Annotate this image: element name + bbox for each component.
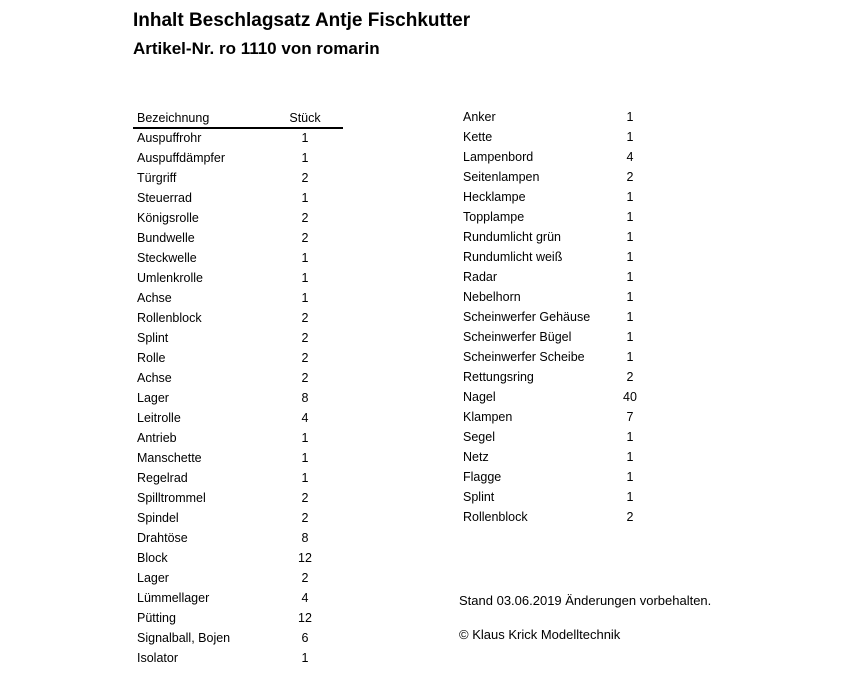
table-row [463,107,663,127]
part-name: Lümmellager [137,591,210,605]
part-name: Netz [463,450,489,464]
part-quantity: 1 [626,330,634,344]
table-row [137,368,347,388]
part-quantity: 1 [626,290,634,304]
part-quantity: 2 [301,571,309,585]
table-row [463,327,663,347]
table-row [137,308,347,328]
part-quantity: 1 [626,350,634,364]
part-name: Achse [137,371,172,385]
part-name: Steuerrad [137,191,192,205]
table-row [137,628,347,648]
table-body-left [137,128,347,668]
table-row [137,448,347,468]
part-name: Rundumlicht grün [463,230,561,244]
part-quantity: 1 [301,471,309,485]
part-name: Signalball, Bojen [137,631,231,645]
table-row [463,507,663,527]
table-row [463,287,663,307]
part-name: Bundwelle [137,231,195,245]
part-quantity: 2 [301,491,309,505]
part-name: Kette [463,130,493,144]
part-quantity: 2 [626,170,634,184]
table-row [463,267,663,287]
table-row [463,367,663,387]
part-quantity: 1 [626,270,634,284]
table-row [463,207,663,227]
table-row [137,568,347,588]
part-name: Auspuffrohr [137,131,202,145]
part-quantity: 12 [298,551,312,565]
table-row [137,288,347,308]
table-row [137,348,347,368]
table-row [137,648,347,668]
table-row [463,127,663,147]
part-quantity: 2 [626,370,634,384]
part-quantity: 1 [626,210,634,224]
part-quantity: 2 [301,171,309,185]
table-row [137,388,347,408]
table-row [137,128,347,148]
part-name: Antrieb [137,431,177,445]
part-name: Klampen [463,410,513,424]
table-row [463,407,663,427]
part-name: Drahtöse [137,531,188,545]
part-quantity: 2 [301,211,309,225]
revision-note: Stand 03.06.2019 Änderungen vorbehalten. [459,593,712,608]
part-quantity: 1 [626,470,634,484]
part-name: Achse [137,291,172,305]
part-name: Rundumlicht weiß [463,250,563,264]
document-title: Inhalt Beschlagsatz Antje Fischkutter [133,10,471,31]
table-row [463,427,663,447]
part-name: Block [137,551,168,565]
part-quantity: 7 [626,410,634,424]
part-quantity: 2 [301,511,309,525]
table-row [463,227,663,247]
part-quantity: 1 [301,451,309,465]
table-row [137,188,347,208]
document-subtitle: Artikel-Nr. ro 1110 von romarin [133,39,380,58]
part-name: Rettungsring [463,370,534,384]
table-row [137,228,347,248]
part-quantity: 1 [301,271,309,285]
table-row [137,208,347,228]
part-quantity: 2 [301,311,309,325]
part-name: Seitenlampen [463,170,540,184]
table-row [463,167,663,187]
part-quantity: 2 [301,351,309,365]
table-row [137,508,347,528]
table-row [463,347,663,367]
part-name: Scheinwerfer Bügel [463,330,572,344]
part-quantity: 1 [626,450,634,464]
part-quantity: 1 [301,651,309,665]
copyright-note: © Klaus Krick Modelltechnik [459,627,621,642]
column-header-qty: Stück [289,111,321,125]
part-name: Rollenblock [463,510,528,524]
part-quantity: 1 [626,190,634,204]
part-name: Lager [137,571,169,585]
table-row [463,247,663,267]
part-name: Lampenbord [463,150,534,164]
table-row [137,328,347,348]
table-row [463,147,663,167]
part-quantity: 1 [301,431,309,445]
part-name: Scheinwerfer Scheibe [463,350,585,364]
part-name: Lager [137,391,169,405]
part-name: Pütting [137,611,176,625]
part-name: Manschette [137,451,202,465]
table-row [137,468,347,488]
part-quantity: 8 [301,391,309,405]
part-name: Radar [463,270,498,284]
table-row [463,467,663,487]
table-row [137,428,347,448]
table-row [137,528,347,548]
part-name: Anker [463,110,496,124]
part-quantity: 1 [301,191,309,205]
part-name: Regelrad [137,471,188,485]
table-row [463,447,663,467]
part-name: Türgriff [137,171,177,185]
table-row [463,187,663,207]
part-name: Rollenblock [137,311,202,325]
part-name: Umlenkrolle [137,271,203,285]
part-quantity: 40 [623,390,637,404]
part-quantity: 2 [301,231,309,245]
part-quantity: 8 [301,531,309,545]
part-quantity: 1 [626,110,634,124]
part-name: Flagge [463,470,502,484]
part-quantity: 2 [301,371,309,385]
part-quantity: 1 [626,310,634,324]
table-row [137,608,347,628]
part-name: Isolator [137,651,178,665]
part-name: Nebelhorn [463,290,521,304]
table-row [137,168,347,188]
parts-table-right [463,107,663,527]
table-row [137,488,347,508]
part-name: Steckwelle [137,251,197,265]
part-quantity: 12 [298,611,312,625]
part-name: Spindel [137,511,179,525]
table-row [137,548,347,568]
part-quantity: 2 [301,331,309,345]
part-name: Splint [137,331,169,345]
part-quantity: 4 [301,591,309,605]
part-quantity: 1 [626,250,634,264]
table-row [463,487,663,507]
part-quantity: 1 [301,131,309,145]
part-name: Scheinwerfer Gehäuse [463,310,591,324]
table-body-right [463,107,663,527]
part-name: Topplampe [463,210,525,224]
part-quantity: 4 [301,411,309,425]
table-row [463,307,663,327]
table-row [137,148,347,168]
part-quantity: 6 [301,631,309,645]
part-quantity: 4 [626,150,634,164]
part-name: Spilltrommel [137,491,206,505]
table-row [463,387,663,407]
part-name: Leitrolle [137,411,181,425]
part-name: Splint [463,490,495,504]
part-name: Rolle [137,351,166,365]
part-name: Auspuffdämpfer [137,151,226,165]
column-header-name: Bezeichnung [137,111,210,125]
part-quantity: 1 [301,251,309,265]
table-row [137,248,347,268]
part-quantity: 1 [626,430,634,444]
part-name: Segel [463,430,495,444]
part-quantity: 1 [301,291,309,305]
part-quantity: 2 [626,510,634,524]
part-quantity: 1 [626,230,634,244]
parts-table-left [137,108,347,668]
table-row [137,588,347,608]
part-name: Hecklampe [463,190,526,204]
part-quantity: 1 [626,490,634,504]
part-quantity: 1 [626,130,634,144]
table-header-row [137,108,347,128]
table-row [137,268,347,288]
table-row [137,408,347,428]
part-name: Nagel [463,390,496,404]
part-quantity: 1 [301,151,309,165]
part-name: Königsrolle [137,211,199,225]
